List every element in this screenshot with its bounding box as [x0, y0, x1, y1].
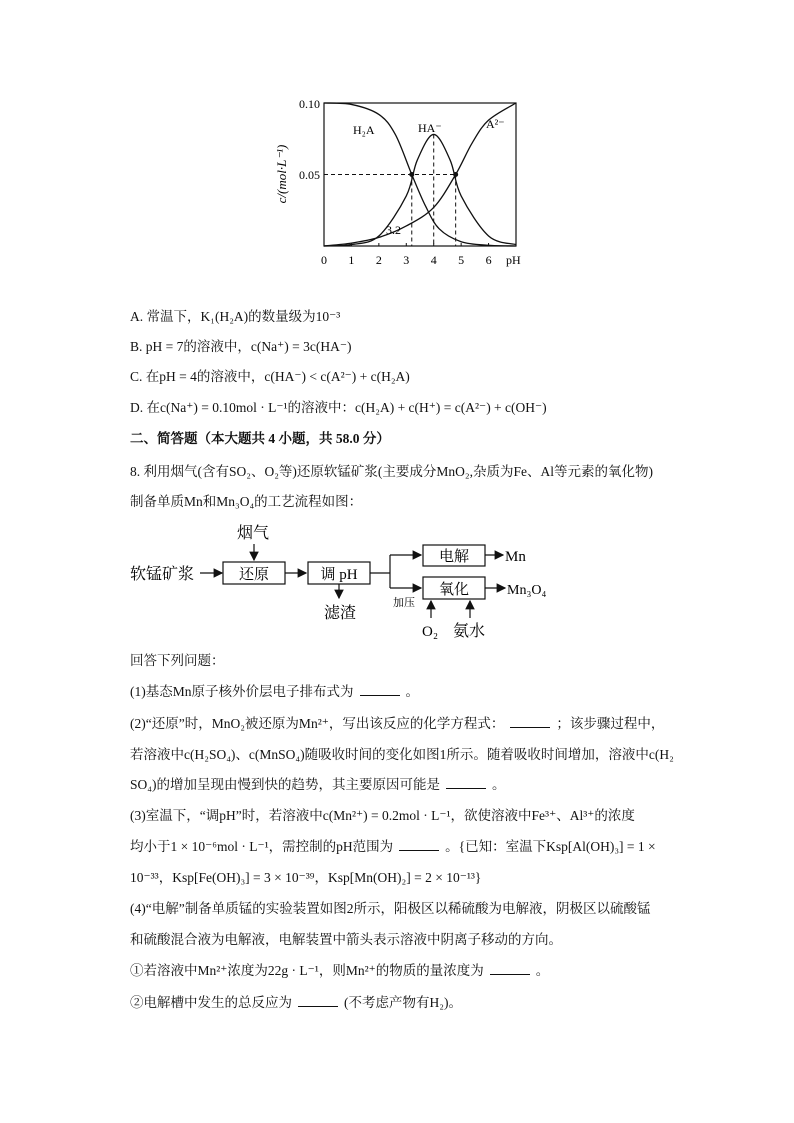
x-tick-3: 3 — [403, 253, 410, 267]
flow-svg — [128, 520, 588, 645]
q8-part4-sub2-text: ②电解槽中发生的总反应为 — [130, 995, 292, 1010]
answer-blank-4[interactable] — [399, 838, 439, 851]
box-electrolysis-label: 电解 — [438, 549, 470, 565]
q8-part1-end: 。 — [405, 684, 419, 699]
flow-residue: 滤渣 — [324, 605, 357, 622]
intersection-point-4.8 — [453, 172, 458, 177]
q8-part3-line3: 10⁻³³，Ksp[Fe(OH)₃] = 3 × 10⁻³⁹，Ksp[Mn(OH)₂] = 2 × 10⁻¹³} — [130, 870, 482, 885]
x-axis-label: pH — [506, 253, 521, 267]
q8-part3-text-c: 。{已知：室温下Ksp[Al(OH)₃] = 1 × — [445, 839, 656, 854]
q8-intro-line1: 8. 利用烟气(含有SO₂、O₂等)还原软锰矿浆(主要成分MnO₂,杂质为Fe、Al等元素的氧化物) — [130, 464, 653, 479]
q8-part1-text: (1)基态Mn原子核外价层电子排布式为 — [130, 684, 354, 699]
flow-ammonia: 氨水 — [453, 623, 486, 640]
q8-part1 — [130, 683, 419, 701]
q8-part2-text-d: SO₄)的增加呈现由慢到快的趋势，其主要原因可能是 — [130, 777, 440, 792]
y-tick-0.05: 0.05 — [299, 168, 320, 182]
series-line-1 — [324, 134, 516, 246]
answer-blank-2[interactable] — [510, 715, 550, 728]
x-tick-4: 4 — [430, 253, 437, 267]
x-tick-2: 2 — [375, 253, 382, 267]
q8-part3-line1: (3)室温下，“调pH”时，若溶液中c(Mn²⁺) = 0.2mol · L⁻¹，欲使溶液中Fe³⁺、Al³⁺的浓度 — [130, 808, 635, 823]
x-tick-1: 1 — [348, 253, 355, 267]
x-tick-0: 0 — [321, 253, 327, 267]
flow-out-mn3o4: Mn₃O₄ — [507, 583, 547, 598]
flow-gas: 烟气 — [237, 525, 270, 542]
section-heading: 二、简答题（本大题共 4 小题，共 58.0 分） — [130, 431, 390, 446]
flow-o2: O₂ — [422, 624, 439, 640]
box-adjust-ph-label: 调 pH — [320, 567, 358, 583]
flow-out-mn: Mn — [505, 549, 526, 565]
q8-part4-line1: (4)“电解”制备单质锰的实验装置如图2所示，阳极区以稀硫酸为电解液，阴极区以硫酸锰 — [130, 901, 651, 916]
answer-blank-3[interactable] — [446, 776, 486, 789]
intersection-point-3.2 — [409, 172, 414, 177]
series-label-h2a: H₂A — [353, 123, 375, 137]
q8-part3-text-b: 均小于1 × 10⁻⁶mol · L⁻¹，需控制的pH范围为 — [130, 839, 394, 854]
flow-pressure: 加压 — [393, 597, 415, 609]
option-d: D. 在c(Na⁺) = 0.10mol · L⁻¹的溶液中：c(H₂A) + c(H⁺) = c(A²⁻) + c(OH⁻) — [130, 400, 547, 415]
q8-part2-end: 。 — [491, 777, 506, 792]
q8-part3-line2 — [130, 838, 656, 856]
annotation-3.2: 3.2 — [386, 223, 401, 237]
answer-intro: 回答下列问题： — [130, 653, 225, 668]
chart-svg — [268, 92, 528, 270]
box-reduce-label: 还原 — [238, 567, 270, 583]
box-oxidation-label: 氧化 — [438, 582, 470, 598]
option-c: C. 在pH = 4的溶液中，c(HA⁻) < c(A²⁻) + c(H₂A) — [130, 369, 410, 384]
answer-blank-6[interactable] — [298, 994, 338, 1007]
option-a: A. 常温下，K₁(H₂A)的数量级为10⁻³ — [130, 309, 341, 324]
q8-part4-sub1-text: ①若溶液中Mn²⁺浓度为22g · L⁻¹，则Mn²⁺的物质的量浓度为 — [130, 963, 484, 978]
q8-part4-sub2-end: (不考虑产物有H₂)。 — [344, 995, 462, 1010]
y-tick-0.10: 0.10 — [299, 97, 320, 111]
answer-blank-5[interactable] — [490, 962, 530, 975]
q8-intro-line2: 制备单质Mn和Mn₃O₄的工艺流程如图： — [130, 494, 363, 509]
q8-part4-line2: 和硫酸混合液为电解液，电解装置中箭头表示溶液中阴离子移动的方向。 — [130, 932, 562, 947]
answer-blank-1[interactable] — [360, 683, 400, 696]
q8-part2-line2: 若溶液中c(H₂SO₄)、c(MnSO₄)随吸收时间的变化如图1所示。随着吸收时间增加，溶液中c(H₂ — [130, 747, 674, 762]
series-label-a2: A²⁻ — [486, 117, 505, 131]
x-tick-6: 6 — [485, 253, 492, 267]
distribution-chart — [268, 92, 528, 270]
x-tick-5: 5 — [458, 253, 465, 267]
q8-part2-text-b: ；该步骤过程中， — [556, 716, 665, 731]
flow-start: 软锰矿浆 — [130, 566, 195, 583]
q8-part2-line3 — [130, 776, 505, 794]
q8-part2-text-a: (2)“还原”时，MnO₂被还原为Mn²⁺，写出该反应的化学方程式： — [130, 716, 505, 731]
q8-part4-sub2 — [130, 994, 462, 1012]
series-label-ha: HA⁻ — [418, 121, 442, 135]
q8-part4-sub1 — [130, 962, 549, 980]
process-flow-diagram — [128, 520, 588, 645]
y-axis-label: c/(mol·L⁻¹) — [274, 144, 289, 204]
q8-part4-sub1-end: 。 — [535, 963, 550, 978]
option-b: B. pH = 7的溶液中，c(Na⁺) = 3c(HA⁻) — [130, 339, 352, 354]
q8-part2-line1 — [130, 715, 664, 733]
